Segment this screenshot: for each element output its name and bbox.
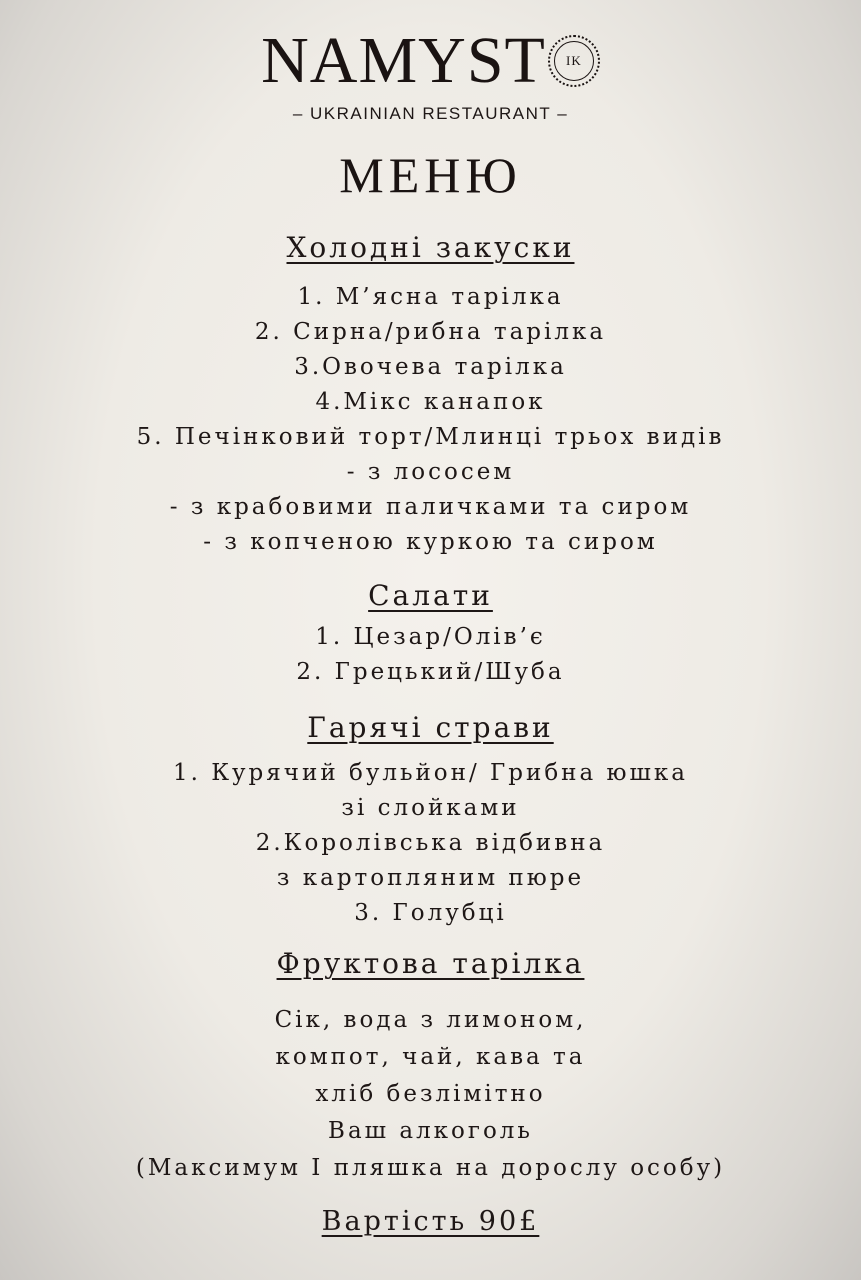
menu-item: 1. М’ясна тарілка [297, 284, 564, 310]
menu-item: Сік, вода з лимоном, [274, 1007, 587, 1033]
menu-item: хліб безлімітно [315, 1081, 546, 1107]
menu-item: - з лососем [346, 459, 515, 485]
menu-item: 2.Королівська відбивна [255, 830, 606, 856]
logo-text: NAMYST [261, 24, 546, 97]
price: Вартість 90£ [321, 1206, 540, 1237]
menu-item: 1. Курячий бульйон/ Грибна юшка [172, 760, 689, 786]
menu-item: 3.Овочева тарілка [294, 354, 567, 380]
menu-item: Ваш алкоголь [328, 1118, 533, 1144]
logo-wordmark [261, 24, 600, 97]
menu-item: 2. Грецький/Шуба [296, 659, 565, 685]
section-heading: Холодні закуски [286, 231, 575, 264]
menu-item: 1. Цезар/Олів’є [315, 624, 546, 650]
price-block [0, 1206, 861, 1237]
menu-item: - з копченою куркою та сиром [203, 529, 658, 555]
menu-title: МЕНЮ [339, 147, 522, 203]
section-heading: Фруктова тарілка [276, 947, 585, 980]
section-heading: Гарячі страви [307, 711, 554, 744]
menu-item: з картопляним пюре [276, 865, 585, 891]
beads-circle-icon [548, 35, 600, 87]
menu-item: 3. Голубці [354, 900, 507, 926]
section-hot-dishes [0, 710, 861, 931]
menu-item: 5. Печінковий торт/Млинці трьох видів [136, 424, 725, 450]
restaurant-logo [0, 24, 861, 97]
section-fruit-plate [0, 946, 861, 1187]
section-cold-appetizers [0, 230, 861, 560]
menu-item: 4.Мікс канапок [315, 389, 546, 415]
section-salads [0, 578, 861, 690]
tagline: – UKRAINIAN RESTAURANT – [292, 104, 569, 123]
logo-monogram: IK [565, 53, 582, 68]
menu-item: - з крабовими паличками та сиром [169, 494, 692, 520]
menu-item: зі слойками [341, 795, 520, 821]
menu-item: (Максимум I пляшка на дорослу особу) [135, 1155, 726, 1181]
section-heading: Салати [368, 579, 493, 612]
menu-item: 2. Сирна/рибна тарілка [254, 319, 607, 345]
menu-item: компот, чай, кава та [275, 1044, 586, 1070]
